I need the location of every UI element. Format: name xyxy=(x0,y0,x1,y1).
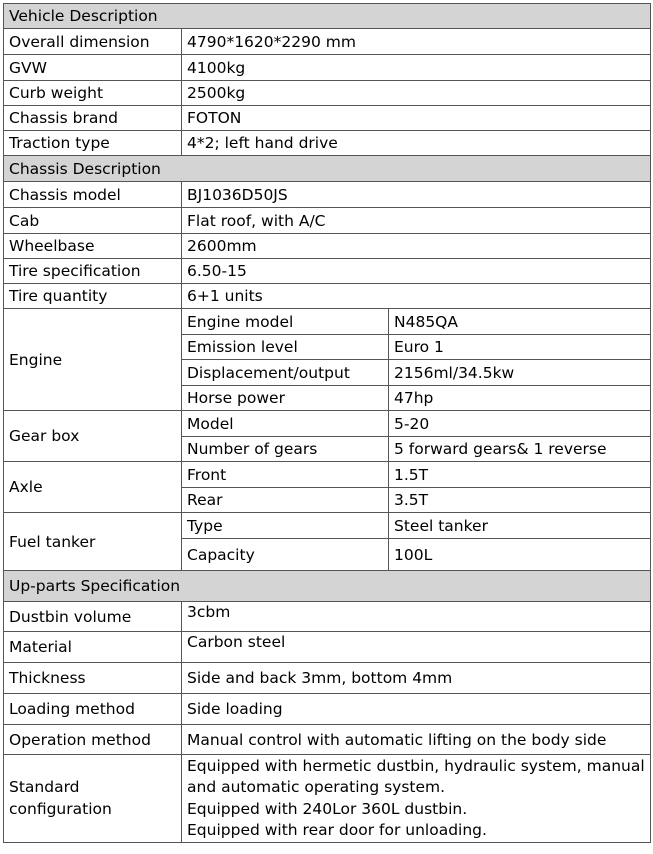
row-value: 4100kg xyxy=(182,55,651,81)
sub-label: Displacement/output xyxy=(182,360,389,386)
table-row xyxy=(4,632,651,663)
table-row xyxy=(4,602,651,632)
sub-label: Capacity xyxy=(182,539,389,571)
label-line: configuration xyxy=(9,799,112,818)
row-label: Tire quantity xyxy=(4,284,182,309)
sub-label: Horse power xyxy=(182,386,389,411)
row-label: Overall dimension xyxy=(4,29,182,55)
table-row xyxy=(4,259,651,284)
sub-value: 1.5T xyxy=(389,462,651,488)
sub-label: Engine model xyxy=(182,309,389,335)
label-line: Standard xyxy=(9,778,80,796)
table-row xyxy=(4,29,651,55)
row-label: Tire specification xyxy=(4,259,182,284)
row-label: Wheelbase xyxy=(4,234,182,259)
sub-value: 2156ml/34.5kw xyxy=(389,360,651,386)
row-label: Chassis brand xyxy=(4,106,182,131)
section-title-upparts: Up-parts Specification xyxy=(4,571,651,602)
group-label-fuel-tanker: Fuel tanker xyxy=(4,513,182,571)
sub-label: Emission level xyxy=(182,335,389,360)
row-label: GVW xyxy=(4,55,182,81)
table-row xyxy=(4,234,651,259)
section-title-vehicle: Vehicle Description xyxy=(4,4,651,29)
group-label-gearbox: Gear box xyxy=(4,411,182,462)
row-label-standard-configuration xyxy=(4,755,182,843)
sub-value: Steel tanker xyxy=(389,513,651,539)
row-label: Chassis model xyxy=(4,182,182,208)
row-value: Carbon steel xyxy=(182,632,651,663)
table-row xyxy=(4,81,651,106)
sub-value: 47hp xyxy=(389,386,651,411)
sub-value: N485QA xyxy=(389,309,651,335)
sub-value: Euro 1 xyxy=(389,335,651,360)
row-label: Material xyxy=(4,632,182,663)
row-label: Loading method xyxy=(4,694,182,725)
table-row xyxy=(4,106,651,131)
row-value: 6.50-15 xyxy=(182,259,651,284)
table-row xyxy=(4,131,651,156)
config-line: Equipped with rear door for unloading. xyxy=(187,821,487,839)
table-row xyxy=(4,725,651,755)
sub-label: Rear xyxy=(182,488,389,513)
sub-value: 5-20 xyxy=(389,411,651,437)
section-title-chassis: Chassis Description xyxy=(4,156,651,182)
row-value: 2600mm xyxy=(182,234,651,259)
row-label: Dustbin volume xyxy=(4,602,182,632)
row-value: Flat roof, with A/C xyxy=(182,208,651,234)
sub-label: Front xyxy=(182,462,389,488)
row-value: 4*2; left hand drive xyxy=(182,131,651,156)
config-line: Equipped with hermetic dustbin, hydraulic system, manual and automatic operating system. xyxy=(187,756,645,796)
section-header-row xyxy=(4,571,651,602)
row-value: Side loading xyxy=(182,694,651,725)
group-label-axle: Axle xyxy=(4,462,182,513)
row-value: FOTON xyxy=(182,106,651,131)
row-value: 4790*1620*2290 mm xyxy=(182,29,651,55)
table-row xyxy=(4,694,651,725)
row-value: 3cbm xyxy=(182,602,651,632)
table-row xyxy=(4,513,651,539)
table-row xyxy=(4,284,651,309)
spec-table xyxy=(3,3,651,843)
table-row xyxy=(4,411,651,437)
table-row xyxy=(4,462,651,488)
row-label: Operation method xyxy=(4,725,182,755)
row-value: BJ1036D50JS xyxy=(182,182,651,208)
sub-value: 3.5T xyxy=(389,488,651,513)
config-line: Equipped with 240Lor 360L dustbin. xyxy=(187,799,468,818)
sub-label: Model xyxy=(182,411,389,437)
sub-label: Number of gears xyxy=(182,437,389,462)
table-row xyxy=(4,182,651,208)
row-value: Side and back 3mm, bottom 4mm xyxy=(182,663,651,694)
row-value-standard-configuration xyxy=(182,755,651,843)
section-header-row xyxy=(4,156,651,182)
row-label: Traction type xyxy=(4,131,182,156)
table-row xyxy=(4,55,651,81)
row-value: 2500kg xyxy=(182,81,651,106)
row-value: 6+1 units xyxy=(182,284,651,309)
group-label-engine: Engine xyxy=(4,309,182,411)
section-header-row xyxy=(4,4,651,29)
sub-value: 5 forward gears& 1 reverse xyxy=(389,437,651,462)
row-value: Manual control with automatic lifting on the body side xyxy=(182,725,651,755)
table-row xyxy=(4,208,651,234)
row-label: Thickness xyxy=(4,663,182,694)
row-label: Cab xyxy=(4,208,182,234)
row-label: Curb weight xyxy=(4,81,182,106)
sub-value: 100L xyxy=(389,539,651,571)
table-row xyxy=(4,663,651,694)
table-row xyxy=(4,309,651,335)
table-row xyxy=(4,755,651,843)
sub-label: Type xyxy=(182,513,389,539)
